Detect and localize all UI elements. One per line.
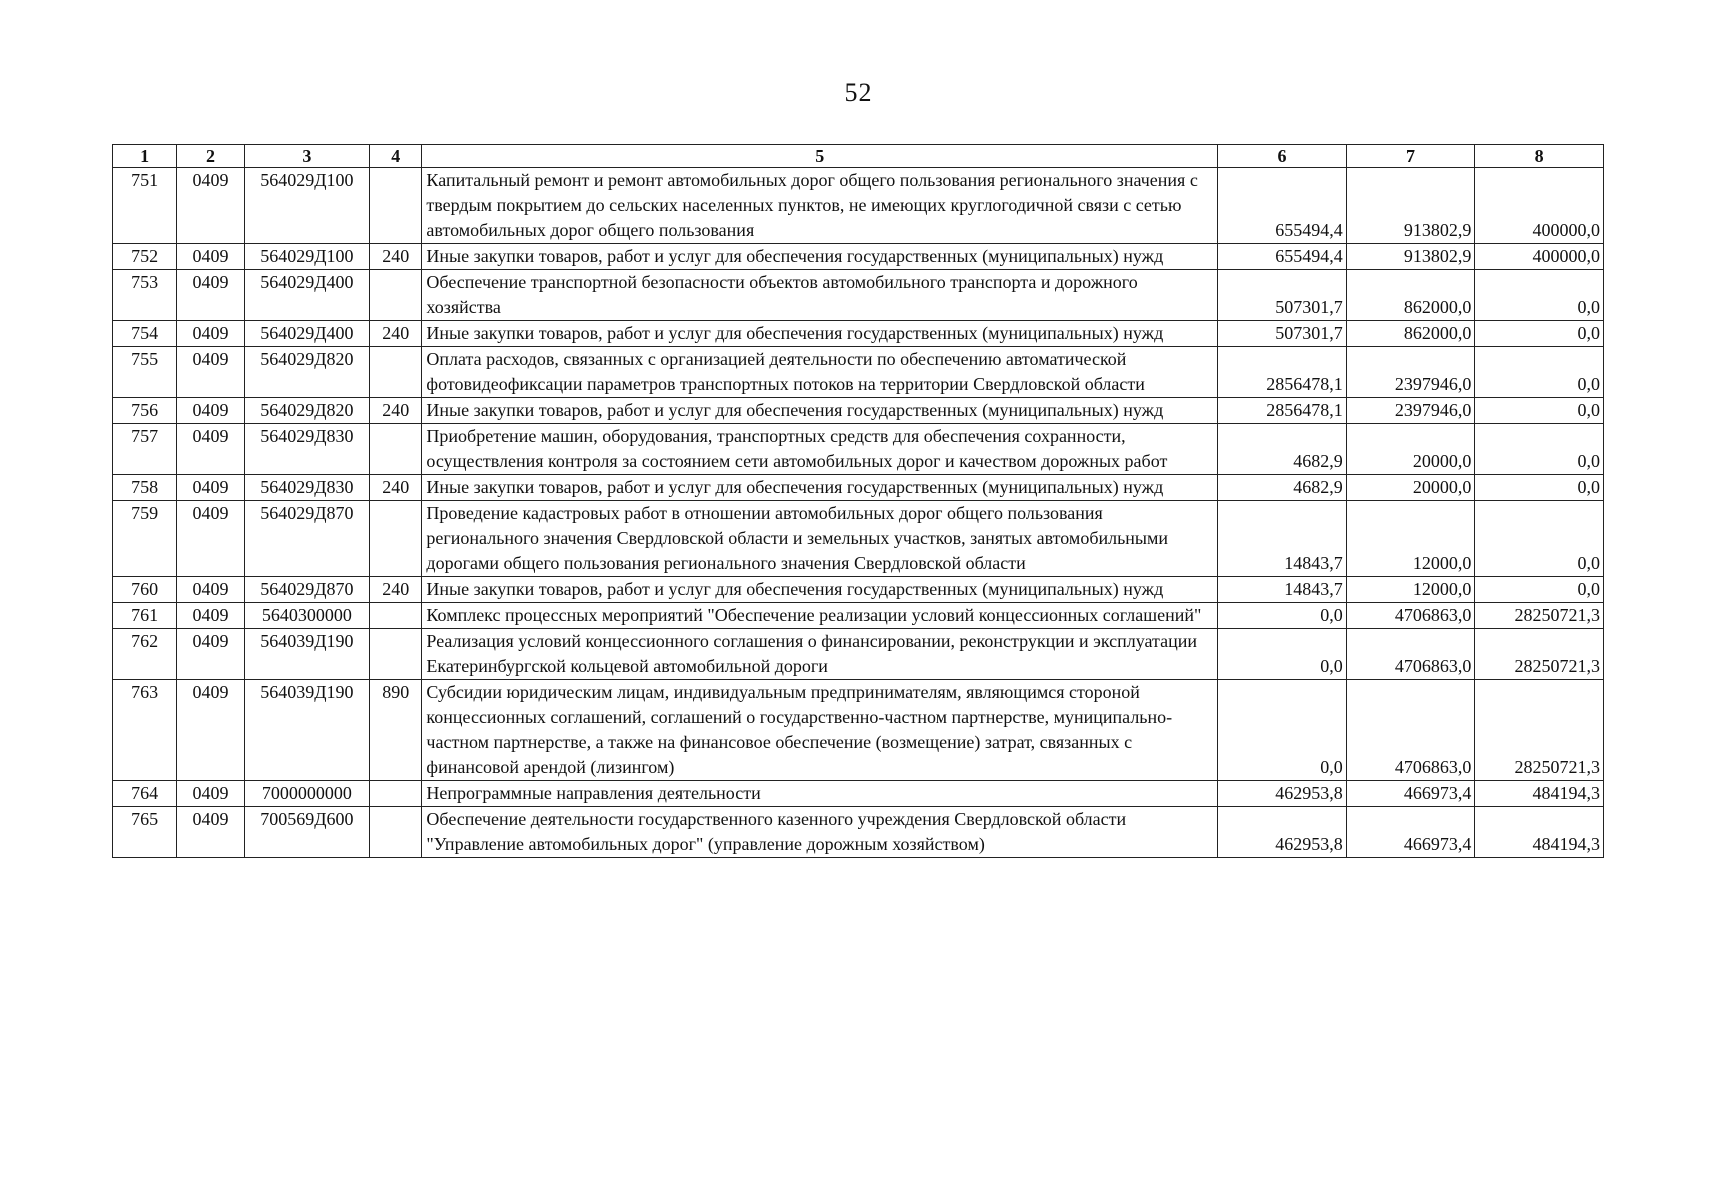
target-code-cell: 5640300000	[244, 603, 370, 629]
target-code-cell: 564029Д870	[244, 577, 370, 603]
section-code-cell: 0409	[177, 680, 244, 781]
row-number-cell: 759	[113, 501, 177, 577]
amount-col6-cell: 4682,9	[1218, 475, 1347, 501]
description-cell: Иные закупки товаров, работ и услуг для обеспечения государственных (муниципальных) нужд	[422, 398, 1218, 424]
amount-col7-cell: 466973,4	[1346, 781, 1475, 807]
table-body	[113, 168, 1604, 858]
description-cell: Проведение кадастровых работ в отношении автомобильных дорог общего пользования регионального значения Свердловской области и земельных участков, занятых автомобильными дорогами общего пользования регионального значения Свердловской области	[422, 501, 1218, 577]
target-code-cell: 564029Д100	[244, 168, 370, 244]
header-cell: 5	[422, 145, 1218, 168]
header-cell: 6	[1218, 145, 1347, 168]
amount-col8-cell: 0,0	[1475, 347, 1604, 398]
target-code-cell: 564029Д830	[244, 475, 370, 501]
row-number-cell: 762	[113, 629, 177, 680]
table-row	[113, 680, 1604, 781]
amount-col8-cell: 28250721,3	[1475, 680, 1604, 781]
amount-col6-cell: 655494,4	[1218, 244, 1347, 270]
section-code-cell: 0409	[177, 629, 244, 680]
expense-kind-cell	[370, 424, 422, 475]
amount-col7-cell: 913802,9	[1346, 168, 1475, 244]
amount-col8-cell: 0,0	[1475, 270, 1604, 321]
amount-col8-cell: 400000,0	[1475, 168, 1604, 244]
header-cell: 4	[370, 145, 422, 168]
row-number-cell: 757	[113, 424, 177, 475]
header-cell: 8	[1475, 145, 1604, 168]
row-number-cell: 753	[113, 270, 177, 321]
description-cell: Иные закупки товаров, работ и услуг для обеспечения государственных (муниципальных) нужд	[422, 475, 1218, 501]
expense-kind-cell: 240	[370, 244, 422, 270]
amount-col6-cell: 14843,7	[1218, 501, 1347, 577]
description-cell: Приобретение машин, оборудования, транспортных средств для обеспечения сохранности, осуществления контроля за состоянием сети автомобильных дорог и качеством дорожных работ	[422, 424, 1218, 475]
table-row	[113, 398, 1604, 424]
section-code-cell: 0409	[177, 807, 244, 858]
amount-col6-cell: 655494,4	[1218, 168, 1347, 244]
table-row	[113, 270, 1604, 321]
section-code-cell: 0409	[177, 321, 244, 347]
header-cell: 7	[1346, 145, 1475, 168]
description-cell: Реализация условий концессионного соглашения о финансировании, реконструкции и эксплуатации Екатеринбургской кольцевой автомобильной дороги	[422, 629, 1218, 680]
expense-kind-cell: 240	[370, 321, 422, 347]
target-code-cell: 564029Д820	[244, 398, 370, 424]
amount-col6-cell: 507301,7	[1218, 270, 1347, 321]
section-code-cell: 0409	[177, 270, 244, 321]
amount-col8-cell: 484194,3	[1475, 781, 1604, 807]
amount-col8-cell: 400000,0	[1475, 244, 1604, 270]
row-number-cell: 755	[113, 347, 177, 398]
table-row	[113, 475, 1604, 501]
amount-col6-cell: 4682,9	[1218, 424, 1347, 475]
amount-col6-cell: 462953,8	[1218, 781, 1347, 807]
amount-col7-cell: 12000,0	[1346, 501, 1475, 577]
amount-col7-cell: 862000,0	[1346, 321, 1475, 347]
target-code-cell: 564039Д190	[244, 629, 370, 680]
amount-col7-cell: 4706863,0	[1346, 680, 1475, 781]
amount-col6-cell: 462953,8	[1218, 807, 1347, 858]
description-cell: Капитальный ремонт и ремонт автомобильных дорог общего пользования регионального значения с твердым покрытием до сельских населенных пунктов, не имеющих круглогодичной связи с сетью автомобильных дорог общего пользования	[422, 168, 1218, 244]
expense-kind-cell	[370, 603, 422, 629]
row-number-cell: 751	[113, 168, 177, 244]
row-number-cell: 756	[113, 398, 177, 424]
amount-col6-cell: 0,0	[1218, 603, 1347, 629]
target-code-cell: 564029Д870	[244, 501, 370, 577]
amount-col7-cell: 466973,4	[1346, 807, 1475, 858]
amount-col7-cell: 2397946,0	[1346, 347, 1475, 398]
target-code-cell: 564029Д400	[244, 321, 370, 347]
section-code-cell: 0409	[177, 781, 244, 807]
section-code-cell: 0409	[177, 424, 244, 475]
budget-table	[112, 144, 1604, 858]
expense-kind-cell	[370, 270, 422, 321]
table-row	[113, 629, 1604, 680]
page-number: 52	[844, 78, 873, 107]
expense-kind-cell	[370, 781, 422, 807]
row-number-cell: 761	[113, 603, 177, 629]
description-cell: Иные закупки товаров, работ и услуг для обеспечения государственных (муниципальных) нужд	[422, 244, 1218, 270]
amount-col8-cell: 0,0	[1475, 577, 1604, 603]
expense-kind-cell	[370, 168, 422, 244]
description-cell: Субсидии юридическим лицам, индивидуальным предпринимателям, являющимся стороной концессионных соглашений, соглашений о государственно-частном партнерстве, муниципально-частном партнерстве, а также на финансовое обеспечение (возмещение) затрат, связанных с финансовой арендой (лизингом)	[422, 680, 1218, 781]
amount-col7-cell: 4706863,0	[1346, 603, 1475, 629]
amount-col6-cell: 0,0	[1218, 629, 1347, 680]
table-row	[113, 807, 1604, 858]
expense-kind-cell	[370, 629, 422, 680]
description-cell: Иные закупки товаров, работ и услуг для обеспечения государственных (муниципальных) нужд	[422, 577, 1218, 603]
table-row	[113, 501, 1604, 577]
amount-col8-cell: 0,0	[1475, 398, 1604, 424]
amount-col7-cell: 20000,0	[1346, 424, 1475, 475]
header-cell: 1	[113, 145, 177, 168]
amount-col7-cell: 2397946,0	[1346, 398, 1475, 424]
section-code-cell: 0409	[177, 168, 244, 244]
table-row	[113, 347, 1604, 398]
amount-col6-cell: 0,0	[1218, 680, 1347, 781]
table-row	[113, 244, 1604, 270]
target-code-cell: 564029Д830	[244, 424, 370, 475]
amount-col8-cell: 0,0	[1475, 424, 1604, 475]
target-code-cell: 700569Д600	[244, 807, 370, 858]
section-code-cell: 0409	[177, 603, 244, 629]
amount-col8-cell: 28250721,3	[1475, 629, 1604, 680]
description-cell: Обеспечение транспортной безопасности объектов автомобильного транспорта и дорожного хозяйства	[422, 270, 1218, 321]
expense-kind-cell: 240	[370, 398, 422, 424]
description-cell: Оплата расходов, связанных с организацией деятельности по обеспечению автоматической фотовидеофиксации параметров транспортных потоков на территории Свердловской области	[422, 347, 1218, 398]
row-number-cell: 764	[113, 781, 177, 807]
amount-col7-cell: 4706863,0	[1346, 629, 1475, 680]
amount-col7-cell: 862000,0	[1346, 270, 1475, 321]
amount-col8-cell: 28250721,3	[1475, 603, 1604, 629]
amount-col8-cell: 0,0	[1475, 475, 1604, 501]
expense-kind-cell: 240	[370, 577, 422, 603]
description-cell: Комплекс процессных мероприятий "Обеспечение реализации условий концессионных соглашений"	[422, 603, 1218, 629]
amount-col7-cell: 913802,9	[1346, 244, 1475, 270]
row-number-cell: 758	[113, 475, 177, 501]
section-code-cell: 0409	[177, 577, 244, 603]
target-code-cell: 564039Д190	[244, 680, 370, 781]
table-row	[113, 577, 1604, 603]
table-row	[113, 321, 1604, 347]
header-cell: 3	[244, 145, 370, 168]
header-cell: 2	[177, 145, 244, 168]
amount-col7-cell: 12000,0	[1346, 577, 1475, 603]
description-cell: Непрограммные направления деятельности	[422, 781, 1218, 807]
expense-kind-cell	[370, 501, 422, 577]
amount-col8-cell: 0,0	[1475, 321, 1604, 347]
section-code-cell: 0409	[177, 398, 244, 424]
target-code-cell: 564029Д400	[244, 270, 370, 321]
amount-col8-cell: 484194,3	[1475, 807, 1604, 858]
description-cell: Иные закупки товаров, работ и услуг для обеспечения государственных (муниципальных) нужд	[422, 321, 1218, 347]
table-row	[113, 781, 1604, 807]
expense-kind-cell	[370, 807, 422, 858]
table-row	[113, 603, 1604, 629]
section-code-cell: 0409	[177, 475, 244, 501]
target-code-cell: 564029Д100	[244, 244, 370, 270]
expense-kind-cell	[370, 347, 422, 398]
expense-kind-cell: 890	[370, 680, 422, 781]
row-number-cell: 760	[113, 577, 177, 603]
expense-kind-cell: 240	[370, 475, 422, 501]
section-code-cell: 0409	[177, 244, 244, 270]
table-row	[113, 424, 1604, 475]
target-code-cell: 7000000000	[244, 781, 370, 807]
amount-col6-cell: 2856478,1	[1218, 398, 1347, 424]
amount-col6-cell: 2856478,1	[1218, 347, 1347, 398]
amount-col6-cell: 14843,7	[1218, 577, 1347, 603]
section-code-cell: 0409	[177, 347, 244, 398]
row-number-cell: 754	[113, 321, 177, 347]
amount-col8-cell: 0,0	[1475, 501, 1604, 577]
target-code-cell: 564029Д820	[244, 347, 370, 398]
row-number-cell: 752	[113, 244, 177, 270]
row-number-cell: 765	[113, 807, 177, 858]
table-header-row	[113, 145, 1604, 168]
description-cell: Обеспечение деятельности государственного казенного учреждения Свердловской области "Управление автомобильных дорог" (управление дорожным хозяйством)	[422, 807, 1218, 858]
amount-col6-cell: 507301,7	[1218, 321, 1347, 347]
row-number-cell: 763	[113, 680, 177, 781]
section-code-cell: 0409	[177, 501, 244, 577]
amount-col7-cell: 20000,0	[1346, 475, 1475, 501]
table-row	[113, 168, 1604, 244]
